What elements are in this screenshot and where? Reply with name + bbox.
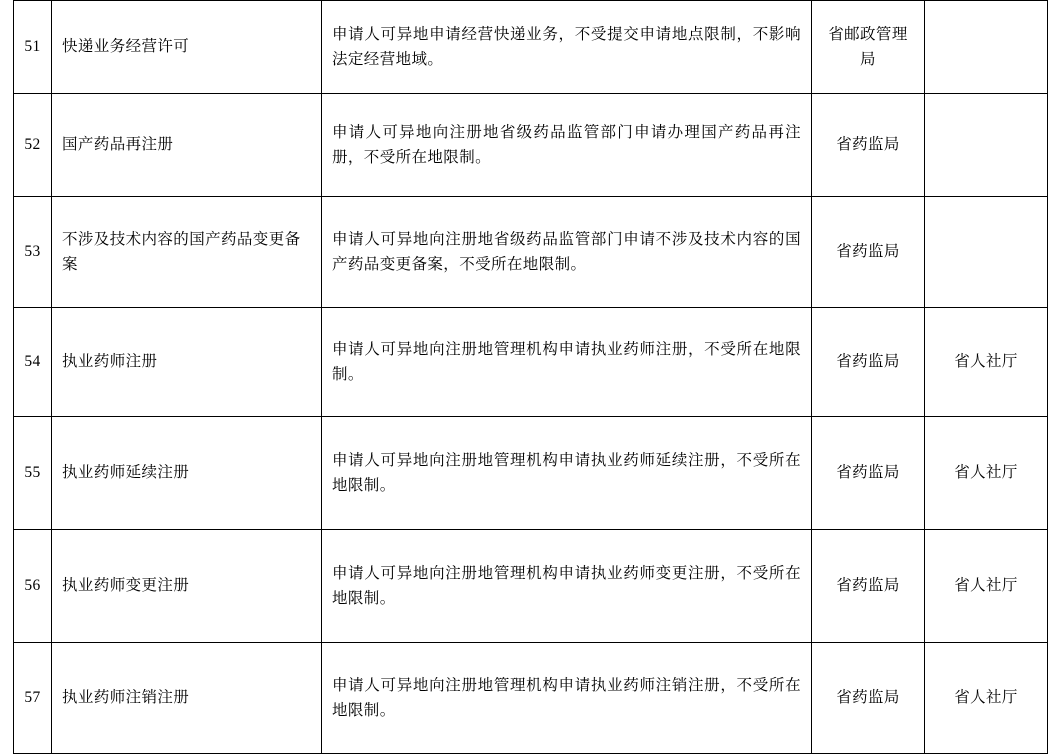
row-index: 52 (14, 94, 52, 197)
row-description: 申请人可异地向注册地管理机构申请执业药师变更注册，不受所在地限制。 (322, 530, 812, 643)
row-department: 省药监局 (812, 94, 925, 197)
row-department: 省药监局 (812, 643, 925, 754)
row-index: 53 (14, 197, 52, 308)
row-item-name: 执业药师注册 (52, 308, 322, 417)
row-department: 省药监局 (812, 530, 925, 643)
row-description: 申请人可异地向注册地省级药品监管部门申请办理国产药品再注册，不受所在地限制。 (322, 94, 812, 197)
row-department: 省药监局 (812, 308, 925, 417)
row-item-name: 执业药师变更注册 (52, 530, 322, 643)
row-department-secondary: 省人社厅 (925, 417, 1048, 530)
table-row (14, 530, 1048, 643)
row-description: 申请人可异地向注册地管理机构申请执业药师注册，不受所在地限制。 (322, 308, 812, 417)
row-department-secondary (925, 197, 1048, 308)
row-department: 省邮政管理局 (812, 1, 925, 94)
row-index: 55 (14, 417, 52, 530)
row-department-secondary: 省人社厅 (925, 643, 1048, 754)
table-row (14, 197, 1048, 308)
row-department-secondary (925, 1, 1048, 94)
row-description: 申请人可异地向注册地管理机构申请执业药师延续注册，不受所在地限制。 (322, 417, 812, 530)
row-department-secondary: 省人社厅 (925, 308, 1048, 417)
table-row (14, 643, 1048, 754)
matters-table (13, 0, 1048, 754)
row-department: 省药监局 (812, 417, 925, 530)
row-index: 54 (14, 308, 52, 417)
row-item-name: 执业药师注销注册 (52, 643, 322, 754)
row-item-name: 国产药品再注册 (52, 94, 322, 197)
row-item-name: 执业药师延续注册 (52, 417, 322, 530)
row-department-secondary (925, 94, 1048, 197)
row-item-name: 快递业务经营许可 (52, 1, 322, 94)
row-department: 省药监局 (812, 197, 925, 308)
table-row (14, 417, 1048, 530)
row-description: 申请人可异地申请经营快递业务，不受提交申请地点限制，不影响法定经营地域。 (322, 1, 812, 94)
table-row (14, 308, 1048, 417)
row-item-name: 不涉及技术内容的国产药品变更备案 (52, 197, 322, 308)
row-description: 申请人可异地向注册地省级药品监管部门申请不涉及技术内容的国产药品变更备案，不受所在地限制。 (322, 197, 812, 308)
row-department-secondary: 省人社厅 (925, 530, 1048, 643)
row-index: 57 (14, 643, 52, 754)
table-row (14, 1, 1048, 94)
table-body (14, 1, 1048, 754)
row-index: 51 (14, 1, 52, 94)
table-row (14, 94, 1048, 197)
row-description: 申请人可异地向注册地管理机构申请执业药师注销注册，不受所在地限制。 (322, 643, 812, 754)
row-index: 56 (14, 530, 52, 643)
